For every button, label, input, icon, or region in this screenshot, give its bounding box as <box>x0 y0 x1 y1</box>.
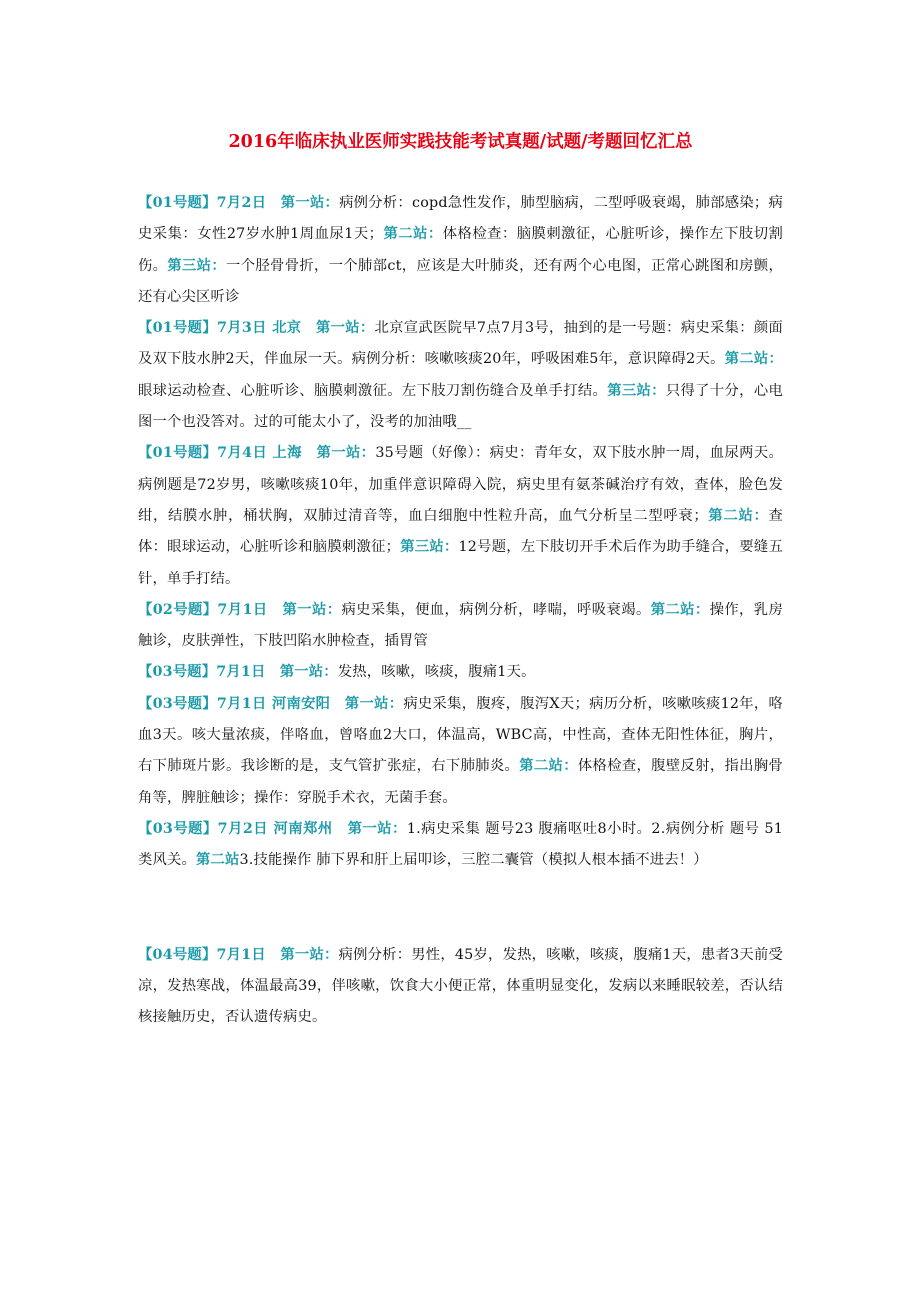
station-label: 第一站： <box>315 320 375 337</box>
station-text: 1.病史采集 题号23 腹痛呕吐8小时。2.病例分析 题号 51 类风关。 <box>138 820 784 869</box>
station-label: 第二站： <box>383 226 443 243</box>
station-text: 一个胫骨骨折，一个肺部ct，应该是大叶肺炎，还有两个心电图，正常心跳图和房颤，还有心尖区听诊 <box>138 257 783 305</box>
station-text: 病史采集，便血，病例分析，哮喘，呼吸衰竭。 <box>341 601 651 618</box>
station-text: 北京宣武医院早7点7月3号，抽到的是一号题：病史采集：颜面及双下肢水肿2天，伴血尿一天。病例分析：咳嗽咳痰20年，呼吸困难5年，意识障碍2天。 <box>138 320 783 368</box>
entry-tag: 【03号题】7月2日 河南郑州 <box>138 820 333 837</box>
station-label: 第一站： <box>282 601 342 618</box>
station-text: 发热，咳嗽，咳痰，腹痛1天。 <box>337 664 536 681</box>
station-label: 第一站： <box>280 946 339 963</box>
entry-04-0701 <box>138 940 783 1034</box>
station-text: 体格检查：脑膜刺激征，心脏听诊，操作左下肢切割伤。 <box>138 226 783 274</box>
station-label: 第三站： <box>400 539 459 556</box>
entry-02-0701 <box>138 595 783 658</box>
station-text: 体格检查，腹壁反射，指出胸骨角等，脾脏触诊；操作：穿脱手术衣，无菌手套。 <box>138 758 783 806</box>
station-text: 眼球运动检查、心脏听诊、脑膜刺激征。左下肢刀割伤缝合及单手打结。 <box>138 382 608 399</box>
station-text: 病史采集，腹疼，腹泻X天；病历分析，咳嗽咳痰12年，咯血3天。咳大量浓痰，伴咯血，曾咯血2大口，体温高，WBC高，中性高，查体无阳性体征，胸片，右下肺斑片影。我诊断的是，支气管扩张症，右下肺肺炎。 <box>138 695 783 775</box>
document-page <box>138 130 783 1033</box>
station-label: 第一站： <box>279 664 338 681</box>
station-label: 第一站： <box>344 695 404 712</box>
station-label: 第一站： <box>347 820 407 837</box>
station-label: 第三站： <box>167 257 227 274</box>
entry-03-0702-zhengzhou <box>138 814 783 877</box>
station-text: 操作，乳房触诊，皮肤弹性，下肢凹陷水肿检查，插胃管 <box>138 601 783 650</box>
station-label: 第二站： <box>519 758 578 775</box>
station-label: 第一站： <box>316 445 376 462</box>
entry-01-0702 <box>138 188 783 313</box>
station-text: 12号题，左下肢切开手术后作为助手缝合，要缝五针，单手打结。 <box>138 539 783 587</box>
station-label: 第二站： <box>650 601 710 618</box>
entry-tag: 【03号题】7月1日 河南安阳 <box>138 695 331 712</box>
station-text: 3.技能操作 肺下界和肝上届叩诊，三腔二囊管（模拟人根本插不进去！） <box>239 852 708 869</box>
entry-01-0703-beijing <box>138 313 783 438</box>
station-label: 第二站： <box>707 507 769 524</box>
entry-01-0704-shanghai <box>138 438 783 594</box>
document-title: 2016年临床执业医师实践技能考试真题/试题/考题回忆汇总 <box>228 132 693 152</box>
station-label: 第二站： <box>724 351 783 368</box>
station-text: 只得了十分，心电图一个也没答对。过的可能太小了，没考的加油哦__ <box>138 382 783 431</box>
station-text: 查体：眼球运动，心脏听诊和脑膜刺激征； <box>138 507 783 556</box>
station-label: 第一站： <box>280 195 340 211</box>
entry-tag: 【04号题】7月1日 <box>138 946 266 963</box>
station-label: 第二站 <box>196 852 240 869</box>
entry-tag: 【03号题】7月1日 <box>138 664 266 681</box>
entry-tag: 【02号题】7月1日 <box>138 601 268 618</box>
entry-tag: 【01号题】7月2日 <box>138 195 267 211</box>
station-text: 35号题（好像）：病史：青年女，双下肢水肿一周，血尿两天。病例题是72岁男，咳嗽咳痰10年，加重伴意识障碍入院，病史里有氨茶碱治疗有效，查体，脸色发绀，结膜水肿，桶状胸，双肺过清音等，血白细胞中性粒升高，血气分析呈二型呼衰； <box>138 445 783 524</box>
entry-03-0701-anyang <box>138 689 783 814</box>
station-text: 病例分析：copd急性发作，肺型脑病，二型呼吸衰竭，肺部感染；病史采集：女性27岁水肿1周血尿1天； <box>138 195 783 243</box>
station-text: 病例分析：男性，45岁，发热，咳嗽，咳痰，腹痛1天，患者3天前受凉，发热寒战，体温最高39，伴咳嗽，饮食大小便正常，体重明显变化，发病以来睡眠较差，否认结核接触历史，否认遗传病史。 <box>138 946 783 1026</box>
entry-tag: 【01号题】7月4日 上海 <box>138 445 302 462</box>
station-label: 第三站： <box>607 382 666 399</box>
entry-tag: 【01号题】7月3日 北京 <box>138 320 302 337</box>
entry-03-0701 <box>138 657 783 688</box>
